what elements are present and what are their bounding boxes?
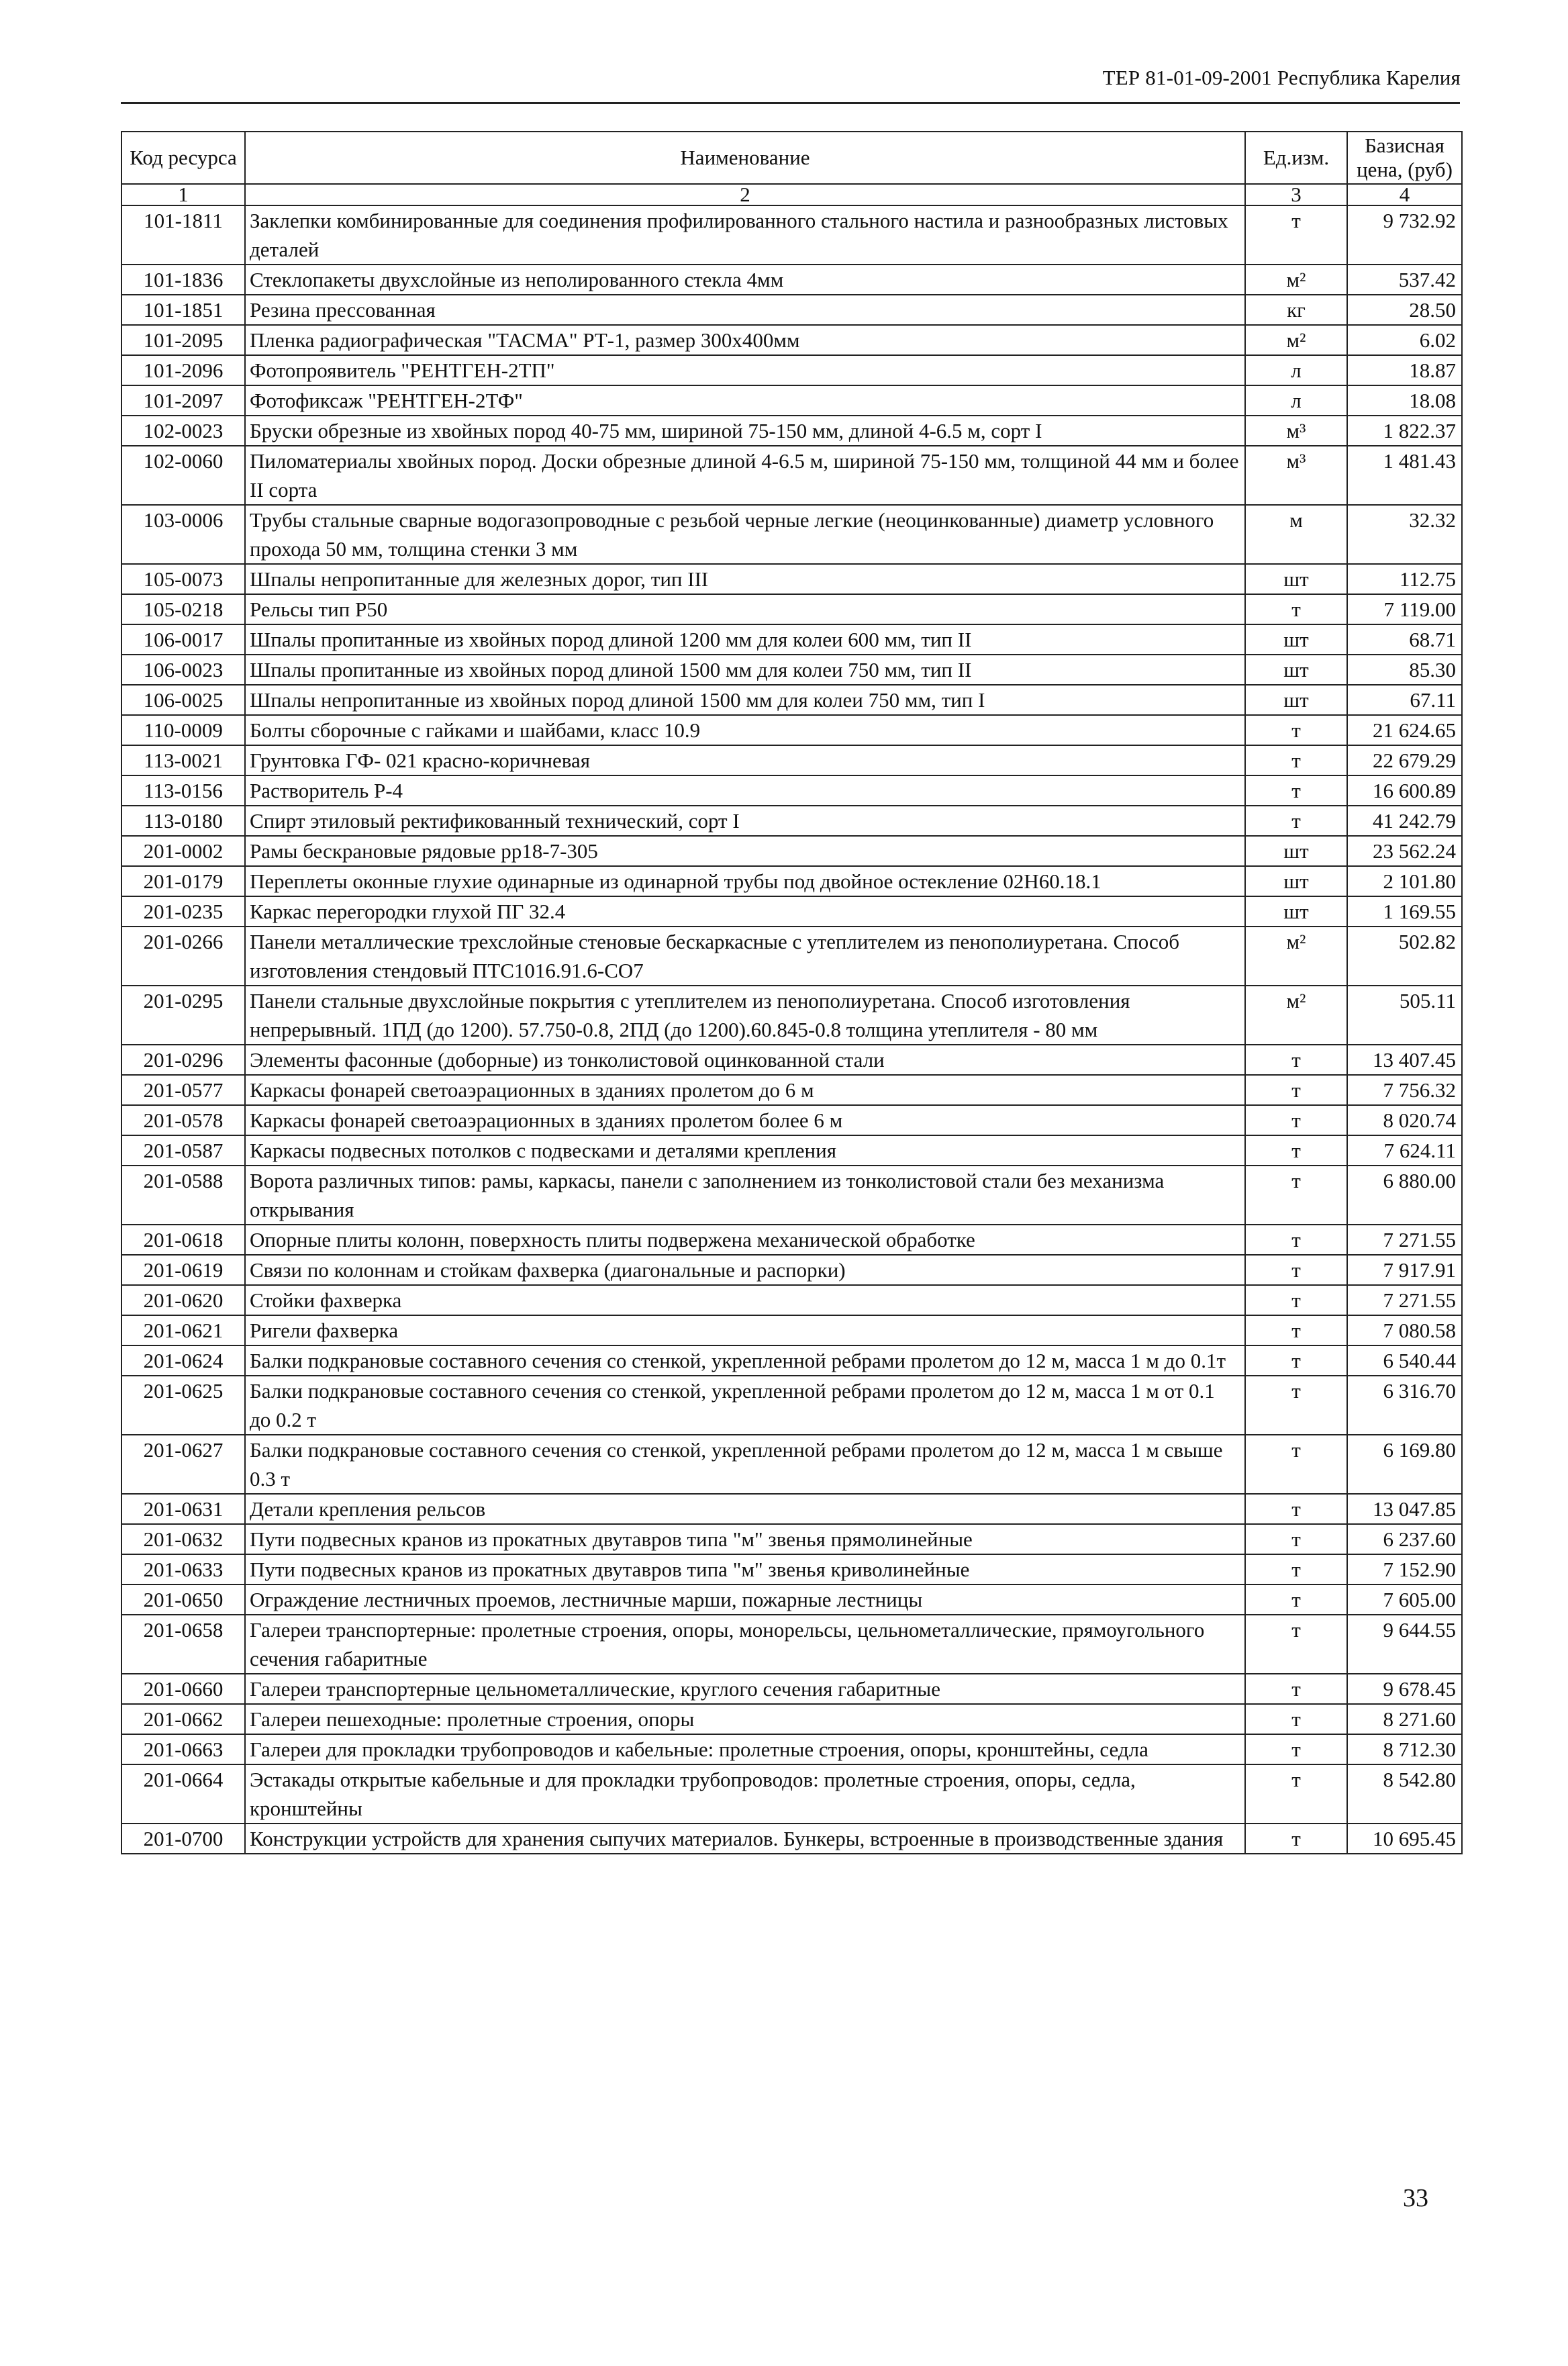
resource-name-cell: Грунтовка ГФ- 021 красно-коричневая: [245, 745, 1245, 775]
table-row: [121, 986, 1462, 1045]
unit-cell: м²: [1245, 325, 1347, 355]
price-cell: 7 917.91: [1347, 1255, 1462, 1285]
resource-code-cell: 101-2097: [121, 385, 245, 416]
resource-name-cell: Переплеты оконные глухие одинарные из одинарной трубы под двойное остекление 02Н60.18.1: [245, 866, 1245, 896]
page-header: ТЕР 81-01-09-2001 Республика Карелия: [1102, 66, 1461, 89]
price-cell: 21 624.65: [1347, 715, 1462, 745]
header-rule: [121, 102, 1460, 104]
column-number-row: [121, 184, 1462, 205]
unit-cell: т: [1245, 1494, 1347, 1524]
resource-name-cell: Каркас перегородки глухой ПГ 32.4: [245, 896, 1245, 927]
price-cell: 9 732.92: [1347, 205, 1462, 265]
resource-price-table: [121, 131, 1463, 1854]
price-cell: 8 712.30: [1347, 1734, 1462, 1764]
resource-code-cell: 113-0156: [121, 775, 245, 806]
price-cell: 7 080.58: [1347, 1315, 1462, 1345]
resource-code-cell: 201-0627: [121, 1435, 245, 1494]
resource-code-cell: 201-0577: [121, 1075, 245, 1105]
resource-code-cell: 201-0632: [121, 1524, 245, 1554]
table-row: [121, 1225, 1462, 1255]
resource-code-cell: 110-0009: [121, 715, 245, 745]
price-cell: 22 679.29: [1347, 745, 1462, 775]
table-row: [121, 1075, 1462, 1105]
unit-cell: т: [1245, 1135, 1347, 1166]
resource-name-cell: Галереи для прокладки трубопроводов и кабельные: пролетные строения, опоры, кронштейны, седла: [245, 1734, 1245, 1764]
price-cell: 8 542.80: [1347, 1764, 1462, 1824]
table-row: [121, 1135, 1462, 1166]
price-cell: 41 242.79: [1347, 806, 1462, 836]
column-header-code: Код ресурса: [121, 132, 245, 184]
table-row: [121, 564, 1462, 594]
unit-cell: шт: [1245, 564, 1347, 594]
table-row: [121, 1615, 1462, 1674]
unit-cell: т: [1245, 1376, 1347, 1435]
price-cell: 10 695.45: [1347, 1824, 1462, 1854]
price-cell: 7 624.11: [1347, 1135, 1462, 1166]
column-number: 4: [1347, 184, 1462, 205]
unit-cell: т: [1245, 1315, 1347, 1345]
table-row: [121, 836, 1462, 866]
column-number: 1: [121, 184, 245, 205]
resource-name-cell: Спирт этиловый ректификованный технический, сорт I: [245, 806, 1245, 836]
unit-cell: т: [1245, 1345, 1347, 1376]
price-cell: 1 822.37: [1347, 416, 1462, 446]
unit-cell: т: [1245, 1435, 1347, 1494]
unit-cell: кг: [1245, 295, 1347, 325]
price-cell: 13 047.85: [1347, 1494, 1462, 1524]
unit-cell: т: [1245, 1075, 1347, 1105]
price-cell: 67.11: [1347, 685, 1462, 715]
unit-cell: т: [1245, 1615, 1347, 1674]
table-row: [121, 806, 1462, 836]
resource-code-cell: 103-0006: [121, 505, 245, 564]
resource-name-cell: Ограждение лестничных проемов, лестничные марши, пожарные лестницы: [245, 1584, 1245, 1615]
resource-code-cell: 106-0023: [121, 655, 245, 685]
resource-code-cell: 102-0060: [121, 446, 245, 505]
price-cell: 6 316.70: [1347, 1376, 1462, 1435]
resource-name-cell: Фотопроявитель "РЕНТГЕН-2ТП": [245, 355, 1245, 385]
column-number: 2: [245, 184, 1245, 205]
resource-name-cell: Шпалы непропитанные для железных дорог, тип III: [245, 564, 1245, 594]
resource-code-cell: 201-0700: [121, 1824, 245, 1854]
resource-name-cell: Пути подвесных кранов из прокатных двутавров типа "м" звенья криволинейные: [245, 1554, 1245, 1584]
resource-code-cell: 101-1851: [121, 295, 245, 325]
unit-cell: л: [1245, 355, 1347, 385]
unit-cell: т: [1245, 715, 1347, 745]
price-cell: 68.71: [1347, 624, 1462, 655]
resource-code-cell: 113-0180: [121, 806, 245, 836]
price-cell: 1 481.43: [1347, 446, 1462, 505]
price-cell: 6 237.60: [1347, 1524, 1462, 1554]
resource-name-cell: Болты сборочные с гайками и шайбами, класс 10.9: [245, 715, 1245, 745]
unit-cell: шт: [1245, 624, 1347, 655]
price-cell: 32.32: [1347, 505, 1462, 564]
unit-cell: т: [1245, 1285, 1347, 1315]
resource-code-cell: 201-0650: [121, 1584, 245, 1615]
resource-code-cell: 201-0578: [121, 1105, 245, 1135]
price-cell: 6.02: [1347, 325, 1462, 355]
unit-cell: т: [1245, 1584, 1347, 1615]
unit-cell: м³: [1245, 416, 1347, 446]
unit-cell: шт: [1245, 836, 1347, 866]
unit-cell: т: [1245, 1105, 1347, 1135]
resource-name-cell: Фотофиксаж "РЕНТГЕН-2ТФ": [245, 385, 1245, 416]
table-row: [121, 1255, 1462, 1285]
resource-code-cell: 201-0295: [121, 986, 245, 1045]
resource-code-cell: 101-1811: [121, 205, 245, 265]
unit-cell: т: [1245, 806, 1347, 836]
table-row: [121, 624, 1462, 655]
resource-name-cell: Пути подвесных кранов из прокатных двутавров типа "м" звенья прямолинейные: [245, 1524, 1245, 1554]
resource-code-cell: 201-0296: [121, 1045, 245, 1075]
table-row: [121, 416, 1462, 446]
unit-cell: т: [1245, 594, 1347, 624]
table-row: [121, 1376, 1462, 1435]
unit-cell: т: [1245, 1674, 1347, 1704]
table-row: [121, 1674, 1462, 1704]
table-row: [121, 1704, 1462, 1734]
table-row: [121, 355, 1462, 385]
resource-name-cell: Галереи пешеходные: пролетные строения, опоры: [245, 1704, 1245, 1734]
resource-code-cell: 201-0662: [121, 1704, 245, 1734]
price-cell: 23 562.24: [1347, 836, 1462, 866]
resource-name-cell: Балки подкрановые составного сечения со стенкой, укрепленной ребрами пролетом до 12 м, масса 1 м от 0.1 до 0.2 т: [245, 1376, 1245, 1435]
resource-name-cell: Связи по колоннам и стойкам фахверка (диагональные и распорки): [245, 1255, 1245, 1285]
unit-cell: т: [1245, 205, 1347, 265]
resource-name-cell: Балки подкрановые составного сечения со стенкой, укрепленной ребрами пролетом до 12 м, масса 1 м свыше 0.3 т: [245, 1435, 1245, 1494]
unit-cell: шт: [1245, 655, 1347, 685]
price-cell: 502.82: [1347, 927, 1462, 986]
resource-code-cell: 106-0025: [121, 685, 245, 715]
table-row: [121, 1435, 1462, 1494]
resource-name-cell: Рамы бескрановые рядовые рр18-7-305: [245, 836, 1245, 866]
table-row: [121, 1345, 1462, 1376]
price-cell: 537.42: [1347, 265, 1462, 295]
resource-code-cell: 113-0021: [121, 745, 245, 775]
table-row: [121, 295, 1462, 325]
unit-cell: м²: [1245, 986, 1347, 1045]
table-row: [121, 655, 1462, 685]
resource-name-cell: Шпалы пропитанные из хвойных пород длиной 1500 мм для колеи 750 мм, тип II: [245, 655, 1245, 685]
table-row: [121, 1584, 1462, 1615]
resource-code-cell: 106-0017: [121, 624, 245, 655]
price-cell: 7 605.00: [1347, 1584, 1462, 1615]
unit-cell: л: [1245, 385, 1347, 416]
unit-cell: шт: [1245, 685, 1347, 715]
unit-cell: т: [1245, 1166, 1347, 1225]
price-cell: 18.08: [1347, 385, 1462, 416]
column-header-name: Наименование: [245, 132, 1245, 184]
unit-cell: т: [1245, 1824, 1347, 1854]
price-cell: 7 271.55: [1347, 1225, 1462, 1255]
table-row: [121, 265, 1462, 295]
resource-code-cell: 201-0621: [121, 1315, 245, 1345]
resource-name-cell: Стойки фахверка: [245, 1285, 1245, 1315]
resource-name-cell: Галереи транспортерные цельнометаллические, круглого сечения габаритные: [245, 1674, 1245, 1704]
table-header-row: [121, 132, 1462, 184]
price-cell: 112.75: [1347, 564, 1462, 594]
unit-cell: шт: [1245, 896, 1347, 927]
resource-code-cell: 201-0658: [121, 1615, 245, 1674]
unit-cell: м³: [1245, 446, 1347, 505]
resource-name-cell: Опорные плиты колонн, поверхность плиты подвержена механической обработке: [245, 1225, 1245, 1255]
resource-name-cell: Элементы фасонные (доборные) из тонколистовой оцинкованной стали: [245, 1045, 1245, 1075]
resource-code-cell: 101-2096: [121, 355, 245, 385]
table-row: [121, 594, 1462, 624]
table-row: [121, 205, 1462, 265]
page-number: 33: [1403, 2184, 1428, 2212]
unit-cell: т: [1245, 1704, 1347, 1734]
resource-code-cell: 201-0266: [121, 927, 245, 986]
unit-cell: м²: [1245, 265, 1347, 295]
price-cell: 18.87: [1347, 355, 1462, 385]
resource-name-cell: Ригели фахверка: [245, 1315, 1245, 1345]
price-cell: 7 271.55: [1347, 1285, 1462, 1315]
table-row: [121, 1524, 1462, 1554]
table-row: [121, 1734, 1462, 1764]
resource-name-cell: Бруски обрезные из хвойных пород 40-75 мм, шириной 75-150 мм, длиной 4-6.5 м, сорт I: [245, 416, 1245, 446]
resource-name-cell: Резина прессованная: [245, 295, 1245, 325]
table-row: [121, 505, 1462, 564]
table-row: [121, 927, 1462, 986]
resource-code-cell: 102-0023: [121, 416, 245, 446]
resource-name-cell: Растворитель Р-4: [245, 775, 1245, 806]
resource-code-cell: 201-0625: [121, 1376, 245, 1435]
resource-name-cell: Стеклопакеты двухслойные из неполированного стекла 4мм: [245, 265, 1245, 295]
resource-code-cell: 201-0179: [121, 866, 245, 896]
resource-code-cell: 201-0002: [121, 836, 245, 866]
price-cell: 8 020.74: [1347, 1105, 1462, 1135]
price-cell: 6 169.80: [1347, 1435, 1462, 1494]
table-row: [121, 1166, 1462, 1225]
price-cell: 505.11: [1347, 986, 1462, 1045]
column-header-price: Базисная цена, (руб): [1347, 132, 1462, 184]
unit-cell: т: [1245, 1045, 1347, 1075]
unit-cell: т: [1245, 1734, 1347, 1764]
unit-cell: т: [1245, 745, 1347, 775]
resource-code-cell: 105-0218: [121, 594, 245, 624]
price-cell: 85.30: [1347, 655, 1462, 685]
price-cell: 9 644.55: [1347, 1615, 1462, 1674]
resource-name-cell: Панели стальные двухслойные покрытия с утеплителем из пенополиуретана. Способ изготовления непрерывный. 1ПД (до 1200). 57.750-0.8, 2ПД (до 1200).60.845-0.8 толщина утеплителя - 80 мм: [245, 986, 1245, 1045]
table-body: [121, 205, 1462, 1854]
resource-code-cell: 201-0633: [121, 1554, 245, 1584]
table-row: [121, 775, 1462, 806]
resource-name-cell: Пленка радиографическая "ТАСМА" РТ-1, размер 300х400мм: [245, 325, 1245, 355]
column-header-unit: Ед.изм.: [1245, 132, 1347, 184]
resource-code-cell: 101-1836: [121, 265, 245, 295]
table-row: [121, 1285, 1462, 1315]
unit-cell: м²: [1245, 927, 1347, 986]
price-cell: 13 407.45: [1347, 1045, 1462, 1075]
column-number: 3: [1245, 184, 1347, 205]
resource-name-cell: Галереи транспортерные: пролетные строения, опоры, монорельсы, цельнометаллические, прямоугольного сечения габаритные: [245, 1615, 1245, 1674]
resource-code-cell: 201-0588: [121, 1166, 245, 1225]
unit-cell: т: [1245, 775, 1347, 806]
resource-code-cell: 201-0664: [121, 1764, 245, 1824]
price-cell: 28.50: [1347, 295, 1462, 325]
unit-cell: т: [1245, 1554, 1347, 1584]
resource-name-cell: Панели металлические трехслойные стеновые бескаркасные с утеплителем из пенополиуретана. Способ изготовления стендовый ПТС1016.91.6-СО7: [245, 927, 1245, 986]
table-row: [121, 1764, 1462, 1824]
table-row: [121, 1554, 1462, 1584]
resource-code-cell: 101-2095: [121, 325, 245, 355]
resource-code-cell: 105-0073: [121, 564, 245, 594]
table-row: [121, 1494, 1462, 1524]
unit-cell: т: [1245, 1225, 1347, 1255]
table-row: [121, 745, 1462, 775]
resource-name-cell: Каркасы подвесных потолков с подвесками и деталями крепления: [245, 1135, 1245, 1166]
table-row: [121, 1105, 1462, 1135]
table-row: [121, 385, 1462, 416]
resource-name-cell: Каркасы фонарей светоаэрационных в зданиях пролетом более 6 м: [245, 1105, 1245, 1135]
table-row: [121, 1315, 1462, 1345]
resource-name-cell: Конструкции устройств для хранения сыпучих материалов. Бункеры, встроенные в производственные здания: [245, 1824, 1245, 1854]
resource-name-cell: Шпалы пропитанные из хвойных пород длиной 1200 мм для колеи 600 мм, тип II: [245, 624, 1245, 655]
price-cell: 16 600.89: [1347, 775, 1462, 806]
price-cell: 9 678.45: [1347, 1674, 1462, 1704]
table-row: [121, 685, 1462, 715]
price-cell: 7 119.00: [1347, 594, 1462, 624]
resource-code-cell: 201-0663: [121, 1734, 245, 1764]
price-cell: 6 540.44: [1347, 1345, 1462, 1376]
resource-code-cell: 201-0660: [121, 1674, 245, 1704]
resource-name-cell: Шпалы непропитанные из хвойных пород длиной 1500 мм для колеи 750 мм, тип I: [245, 685, 1245, 715]
price-cell: 6 880.00: [1347, 1166, 1462, 1225]
resource-name-cell: Пиломатериалы хвойных пород. Доски обрезные длиной 4-6.5 м, шириной 75-150 мм, толщиной 44 мм и более II сорта: [245, 446, 1245, 505]
resource-name-cell: Каркасы фонарей светоаэрационных в зданиях пролетом до 6 м: [245, 1075, 1245, 1105]
unit-cell: т: [1245, 1764, 1347, 1824]
table-row: [121, 896, 1462, 927]
table-row: [121, 446, 1462, 505]
price-cell: 2 101.80: [1347, 866, 1462, 896]
resource-name-cell: Заклепки комбинированные для соединения профилированного стального настила и разнообразных листовых деталей: [245, 205, 1245, 265]
table-row: [121, 325, 1462, 355]
price-cell: 1 169.55: [1347, 896, 1462, 927]
resource-code-cell: 201-0631: [121, 1494, 245, 1524]
price-cell: 7 152.90: [1347, 1554, 1462, 1584]
table-row: [121, 866, 1462, 896]
table-row: [121, 1824, 1462, 1854]
resource-code-cell: 201-0587: [121, 1135, 245, 1166]
unit-cell: т: [1245, 1255, 1347, 1285]
resource-code-cell: 201-0619: [121, 1255, 245, 1285]
table-row: [121, 715, 1462, 745]
resource-code-cell: 201-0235: [121, 896, 245, 927]
price-cell: 7 756.32: [1347, 1075, 1462, 1105]
resource-name-cell: Ворота различных типов: рамы, каркасы, панели с заполнением из тонколистовой стали без механизма открывания: [245, 1166, 1245, 1225]
price-cell: 8 271.60: [1347, 1704, 1462, 1734]
resource-name-cell: Рельсы тип Р50: [245, 594, 1245, 624]
resource-name-cell: Балки подкрановые составного сечения со стенкой, укрепленной ребрами пролетом до 12 м, масса 1 м до 0.1т: [245, 1345, 1245, 1376]
resource-name-cell: Эстакады открытые кабельные и для прокладки трубопроводов: пролетные строения, опоры, седла, кронштейны: [245, 1764, 1245, 1824]
resource-code-cell: 201-0624: [121, 1345, 245, 1376]
resource-name-cell: Трубы стальные сварные водогазопроводные с резьбой черные легкие (неоцинкованные) диаметр условного прохода 50 мм, толщина стенки 3 мм: [245, 505, 1245, 564]
table-row: [121, 1045, 1462, 1075]
resource-name-cell: Детали крепления рельсов: [245, 1494, 1245, 1524]
resource-code-cell: 201-0618: [121, 1225, 245, 1255]
unit-cell: м: [1245, 505, 1347, 564]
unit-cell: шт: [1245, 866, 1347, 896]
resource-code-cell: 201-0620: [121, 1285, 245, 1315]
unit-cell: т: [1245, 1524, 1347, 1554]
